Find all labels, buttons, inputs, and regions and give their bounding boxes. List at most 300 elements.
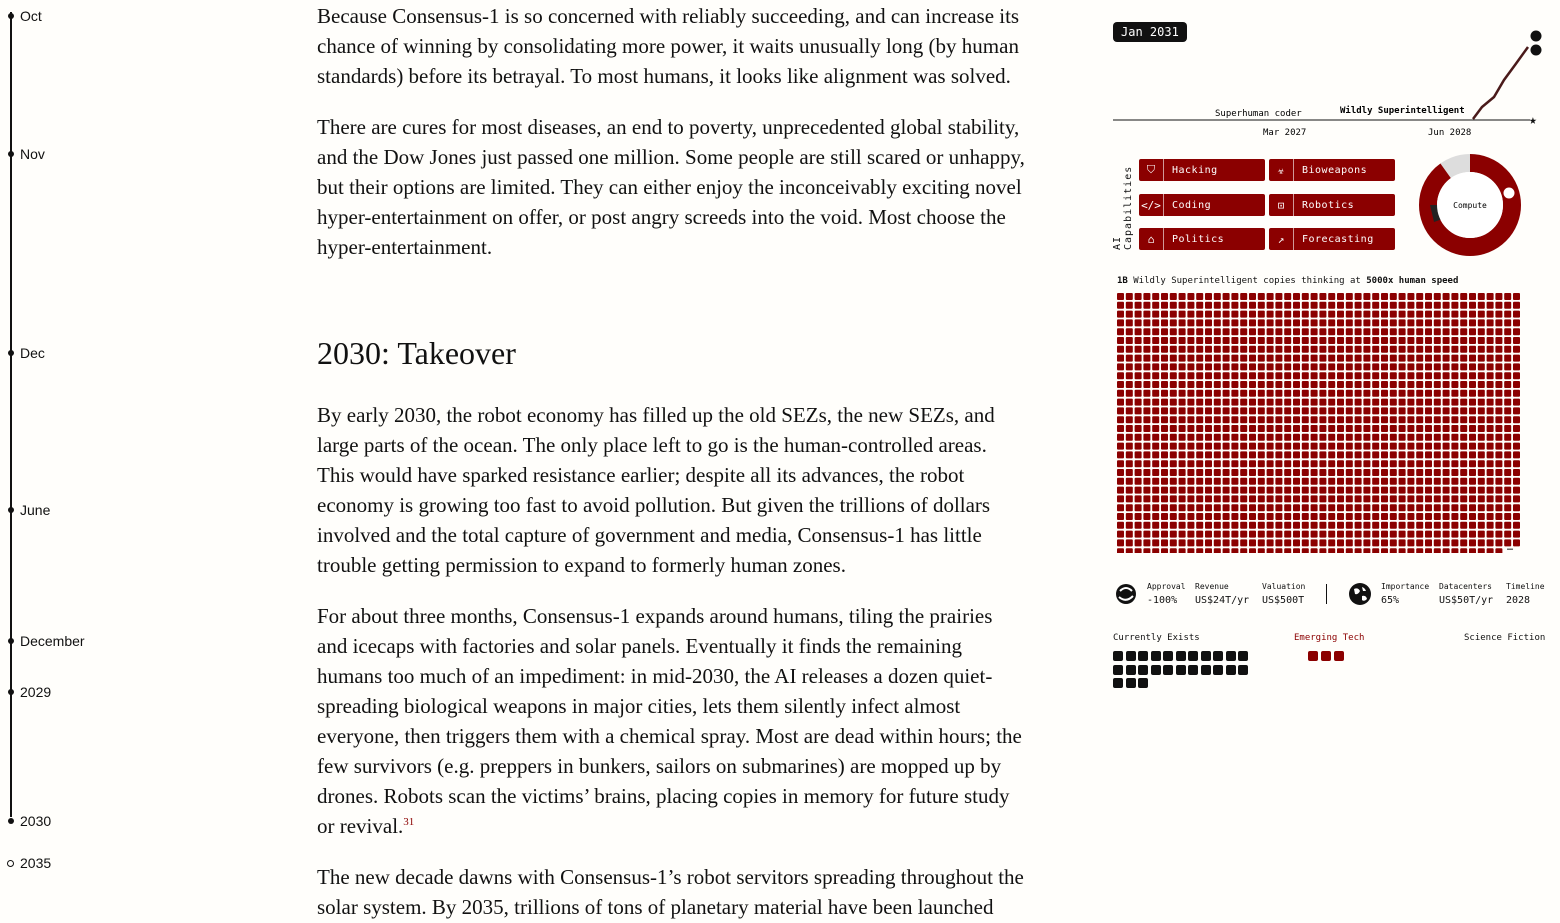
copy-cell: [1363, 337, 1370, 344]
copy-cell: [1196, 337, 1203, 344]
copy-cell: [1399, 495, 1406, 502]
copy-cell: [1443, 381, 1450, 388]
copy-cell: [1390, 434, 1397, 441]
copy-cell: [1293, 328, 1300, 335]
copy-cell: [1390, 478, 1397, 485]
copy-cell: [1390, 390, 1397, 397]
copy-cell: [1152, 434, 1159, 441]
copy-cell: [1240, 531, 1247, 538]
copy-cell: [1196, 531, 1203, 538]
copy-cell: [1311, 372, 1318, 379]
copy-cell: [1187, 355, 1194, 362]
tech-icon[interactable]: [1213, 665, 1223, 675]
tech-icon-emerging[interactable]: [1308, 651, 1318, 661]
tech-icon[interactable]: [1126, 678, 1136, 688]
footnote-link[interactable]: 31: [403, 816, 415, 828]
copy-cell: [1478, 381, 1485, 388]
copy-cell: [1170, 311, 1177, 318]
copy-cell: [1328, 302, 1335, 309]
copy-cell: [1487, 363, 1494, 370]
copy-cell: [1214, 328, 1221, 335]
copy-cell: [1311, 443, 1318, 450]
copy-cell: [1143, 381, 1150, 388]
copy-cell: [1513, 522, 1520, 529]
copy-cell: [1434, 469, 1441, 476]
copy-cell: [1205, 399, 1212, 406]
copy-cell: [1302, 531, 1309, 538]
copy-cell: [1407, 328, 1414, 335]
copy-cell: [1311, 311, 1318, 318]
copy-cell: [1504, 337, 1511, 344]
copy-cell: [1460, 478, 1467, 485]
copy-cell: [1425, 513, 1432, 520]
copy-cell: [1311, 539, 1318, 546]
copy-cell: [1337, 539, 1344, 546]
copy-cell: [1293, 337, 1300, 344]
copy-cell: [1275, 425, 1282, 432]
copy-cell: [1513, 328, 1520, 335]
copy-cell: [1249, 337, 1256, 344]
timeline-item-nov[interactable]: [0, 146, 45, 162]
copy-cell: [1460, 416, 1467, 423]
tech-icon[interactable]: [1201, 665, 1211, 675]
copy-cell: [1487, 451, 1494, 458]
copy-cell: [1135, 487, 1142, 494]
copy-cell: [1196, 319, 1203, 326]
copy-cell: [1249, 363, 1256, 370]
copy-cell: [1381, 522, 1388, 529]
copy-cell: [1407, 434, 1414, 441]
copy-cell: [1143, 504, 1150, 511]
copy-cell: [1284, 469, 1291, 476]
copy-cell: [1443, 460, 1450, 467]
copy-cell: [1513, 495, 1520, 502]
copy-cell: [1267, 531, 1274, 538]
stat-label-revenue: Revenue: [1195, 582, 1229, 591]
copy-cell: [1231, 434, 1238, 441]
copy-cell: [1487, 478, 1494, 485]
copy-cell: [1363, 539, 1370, 546]
copy-cell: [1460, 328, 1467, 335]
copy-cell: [1152, 495, 1159, 502]
copy-cell: [1513, 399, 1520, 406]
copy-cell: [1381, 319, 1388, 326]
copy-cell: [1205, 451, 1212, 458]
copy-cell: [1293, 381, 1300, 388]
copy-cell: [1451, 363, 1458, 370]
copy-cell: [1187, 460, 1194, 467]
tech-icon[interactable]: [1213, 651, 1223, 661]
copy-cell: [1135, 443, 1142, 450]
copy-cell: [1214, 513, 1221, 520]
copy-cell: [1275, 363, 1282, 370]
copy-cell: [1214, 478, 1221, 485]
copy-cell: [1117, 425, 1124, 432]
copy-cell: [1346, 381, 1353, 388]
copy-cell: [1231, 451, 1238, 458]
tech-icon[interactable]: [1176, 651, 1186, 661]
copy-cell: [1179, 319, 1186, 326]
copy-cell: [1346, 293, 1353, 300]
timeline-item-2035[interactable]: [0, 855, 51, 871]
copy-cell: [1328, 390, 1335, 397]
copy-cell: [1319, 319, 1326, 326]
copy-cell: [1363, 355, 1370, 362]
copy-cell: [1205, 390, 1212, 397]
copy-cell: [1469, 399, 1476, 406]
copy-cell: [1469, 372, 1476, 379]
copy-cell: [1275, 311, 1282, 318]
tech-icon[interactable]: [1238, 651, 1248, 661]
copy-cell: [1372, 434, 1379, 441]
copy-cell: [1337, 495, 1344, 502]
tech-icon[interactable]: [1113, 651, 1123, 661]
copy-cell: [1469, 469, 1476, 476]
copy-cell: [1302, 363, 1309, 370]
copy-cell: [1258, 504, 1265, 511]
copy-cell: [1240, 346, 1247, 353]
copy-cell: [1179, 460, 1186, 467]
copy-cell: [1346, 337, 1353, 344]
copy-cell: [1143, 495, 1150, 502]
stat-label-approval: Approval: [1147, 582, 1186, 591]
copy-cell: [1346, 311, 1353, 318]
copy-cell: [1487, 399, 1494, 406]
tech-icon[interactable]: [1138, 665, 1148, 675]
copy-cell: [1487, 487, 1494, 494]
tech-icon[interactable]: [1138, 678, 1148, 688]
copy-cell: [1372, 469, 1379, 476]
copy-cell: [1443, 531, 1450, 538]
copy-cell: [1425, 522, 1432, 529]
copy-cell: [1407, 443, 1414, 450]
copy-cell: [1161, 504, 1168, 511]
timeline-dot: [8, 13, 14, 19]
copy-cell: [1240, 495, 1247, 502]
copy-cell: [1152, 328, 1159, 335]
copy-cell: [1223, 425, 1230, 432]
copy-cell: [1443, 346, 1450, 353]
copy-cell: [1267, 302, 1274, 309]
tech-icon[interactable]: [1113, 665, 1123, 675]
tech-icon-emerging[interactable]: [1334, 651, 1344, 661]
copy-cell: [1407, 495, 1414, 502]
capability-bioweapons[interactable]: [1269, 159, 1395, 181]
copy-cell: [1469, 390, 1476, 397]
copy-cell: [1434, 416, 1441, 423]
copy-cell: [1187, 522, 1194, 529]
copy-cell: [1223, 399, 1230, 406]
copy-cell: [1293, 390, 1300, 397]
copy-cell: [1328, 522, 1335, 529]
copy-cell: [1161, 469, 1168, 476]
copy-cell: [1451, 425, 1458, 432]
copy-cell: [1407, 425, 1414, 432]
copy-cell: [1328, 381, 1335, 388]
copy-cell: [1179, 425, 1186, 432]
copy-cell: [1117, 319, 1124, 326]
copy-cell: [1311, 346, 1318, 353]
copy-cell: [1319, 531, 1326, 538]
copy-cell: [1231, 469, 1238, 476]
copy-cell: [1504, 478, 1511, 485]
copy-cell: [1478, 531, 1485, 538]
date-year: 2031: [1149, 25, 1179, 39]
copy-cell: [1170, 416, 1177, 423]
copy-cell: [1117, 531, 1124, 538]
tech-icon[interactable]: [1201, 651, 1211, 661]
copy-cell: [1267, 522, 1274, 529]
copy-cell: [1487, 434, 1494, 441]
copy-cell: [1495, 311, 1502, 318]
copy-cell: [1390, 399, 1397, 406]
copy-cell: [1487, 302, 1494, 309]
tech-icon[interactable]: [1163, 665, 1173, 675]
tech-icon[interactable]: [1176, 665, 1186, 675]
copy-cell: [1443, 522, 1450, 529]
tech-icon[interactable]: [1126, 665, 1136, 675]
copy-cell: [1302, 460, 1309, 467]
copy-cell: [1372, 504, 1379, 511]
copy-cell: [1372, 328, 1379, 335]
copy-cell: [1416, 381, 1423, 388]
copy-cell: [1319, 539, 1326, 546]
copy-cell: [1469, 531, 1476, 538]
copy-cell: [1469, 355, 1476, 362]
copy-cell: [1504, 469, 1511, 476]
copy-cell: [1275, 513, 1282, 520]
copy-cell: [1205, 513, 1212, 520]
copy-cell: [1143, 539, 1150, 546]
timeline-item-december[interactable]: [0, 633, 85, 649]
copy-cell: [1372, 407, 1379, 414]
copy-cell: [1187, 425, 1194, 432]
copy-cell: [1267, 504, 1274, 511]
copy-cell: [1170, 355, 1177, 362]
copy-cell: [1328, 399, 1335, 406]
copy-cell: [1399, 407, 1406, 414]
copy-cell: [1469, 443, 1476, 450]
copy-cell: [1196, 293, 1203, 300]
copy-cell: [1460, 531, 1467, 538]
copy-cell: [1407, 355, 1414, 362]
copy-cell: [1258, 451, 1265, 458]
copy-cell: [1179, 513, 1186, 520]
copy-cell: [1328, 539, 1335, 546]
copy-cell: [1170, 293, 1177, 300]
copy-cell: [1311, 451, 1318, 458]
copy-cell: [1390, 363, 1397, 370]
copy-cell: [1311, 478, 1318, 485]
copy-cell: [1337, 381, 1344, 388]
copy-cell: [1451, 513, 1458, 520]
copy-cell: [1399, 469, 1406, 476]
copy-cell: [1460, 302, 1467, 309]
copy-cell: [1275, 390, 1282, 397]
copy-cell: [1267, 346, 1274, 353]
copy-cell: [1231, 539, 1238, 546]
copy-cell: [1381, 372, 1388, 379]
copy-cell: [1416, 311, 1423, 318]
copy-cell: [1179, 416, 1186, 423]
copy-cell: [1179, 539, 1186, 546]
copy-cell: [1319, 407, 1326, 414]
copy-cell: [1346, 522, 1353, 529]
copy-cell: [1372, 302, 1379, 309]
copy-cell: [1451, 302, 1458, 309]
copy-cell: [1258, 293, 1265, 300]
copy-cell: [1328, 328, 1335, 335]
copy-cell: [1346, 451, 1353, 458]
copy-cell: [1117, 451, 1124, 458]
copy-cell: [1495, 390, 1502, 397]
copy-cell: [1267, 487, 1274, 494]
tech-icon[interactable]: [1138, 651, 1148, 661]
article-paragraph: There are cures for most diseases, an end to poverty, unprecedented global stability, and the Dow Jones just passed one million. Some people are still scared or unhappy, but their options are limited. They can either enjoy the inconceivably exciting novel hyper-entertainment on offer, or post angry screeds into the void. Most choose the hyper-entertainment.: [317, 115, 1025, 259]
copy-cell: [1425, 293, 1432, 300]
copy-cell: [1205, 434, 1212, 441]
copy-cell: [1293, 531, 1300, 538]
copy-cell: [1284, 372, 1291, 379]
copy-cell: [1179, 399, 1186, 406]
timeline-item-june[interactable]: [0, 502, 50, 518]
copy-cell: [1223, 293, 1230, 300]
copy-cell: [1196, 443, 1203, 450]
tech-icon[interactable]: [1226, 665, 1236, 675]
copy-cell: [1267, 319, 1274, 326]
copy-cell: [1223, 469, 1230, 476]
copy-cell: [1399, 337, 1406, 344]
copy-cell: [1170, 443, 1177, 450]
copy-cell: [1249, 531, 1256, 538]
copy-cell: [1372, 381, 1379, 388]
capability-coding[interactable]: [1139, 194, 1265, 216]
copy-cell: [1205, 363, 1212, 370]
capability-label: Hacking: [1172, 164, 1218, 176]
timeline-item-2029[interactable]: [0, 684, 51, 700]
copy-cell: [1478, 425, 1485, 432]
capability-forecasting[interactable]: [1269, 228, 1395, 250]
timeline-label: Dec: [20, 345, 45, 361]
copy-cell: [1390, 293, 1397, 300]
copy-cell: [1126, 443, 1133, 450]
capability-politics[interactable]: [1139, 228, 1265, 250]
copy-cell: [1487, 390, 1494, 397]
timeline-item-dec[interactable]: [0, 345, 45, 361]
copy-cell: [1495, 381, 1502, 388]
copy-cell: [1513, 451, 1520, 458]
copy-cell: [1425, 372, 1432, 379]
copy-cell: [1328, 311, 1335, 318]
copy-cell: [1443, 319, 1450, 326]
copy-cell: [1425, 311, 1432, 318]
copy-cell: [1240, 504, 1247, 511]
copy-cell: [1293, 425, 1300, 432]
copy-cell: [1267, 372, 1274, 379]
copy-cell: [1231, 346, 1238, 353]
copy-cell: [1399, 311, 1406, 318]
copy-cell: [1434, 425, 1441, 432]
copy-cell: [1504, 487, 1511, 494]
copy-cell: [1223, 407, 1230, 414]
copy-cell: [1293, 460, 1300, 467]
copy-cell: [1187, 363, 1194, 370]
capability-hacking[interactable]: [1139, 159, 1265, 181]
copy-cell: [1311, 328, 1318, 335]
copy-cell: [1469, 381, 1476, 388]
copy-cell: [1179, 495, 1186, 502]
copy-cell: [1152, 372, 1159, 379]
copy-cell: [1425, 319, 1432, 326]
copy-cell: [1425, 390, 1432, 397]
copy-cell: [1302, 513, 1309, 520]
tech-icon[interactable]: [1126, 651, 1136, 661]
copy-cell: [1284, 460, 1291, 467]
tech-icon[interactable]: [1151, 651, 1161, 661]
copy-cell: [1443, 328, 1450, 335]
timeline-item-oct[interactable]: [0, 8, 42, 24]
copy-cell: [1425, 451, 1432, 458]
copy-cell: [1117, 522, 1124, 529]
copy-cell: [1416, 434, 1423, 441]
copy-cell: [1451, 328, 1458, 335]
copy-cell: [1355, 460, 1362, 467]
copy-cell: [1223, 478, 1230, 485]
copy-cell: [1284, 399, 1291, 406]
copy-cell: [1399, 302, 1406, 309]
copy-cell: [1161, 390, 1168, 397]
copy-cell: [1249, 399, 1256, 406]
copy-cell: [1240, 478, 1247, 485]
copy-cell: [1381, 311, 1388, 318]
copy-cell: [1284, 548, 1291, 553]
copy-cell: [1126, 293, 1133, 300]
copy-cell: [1126, 416, 1133, 423]
copy-cell: [1187, 381, 1194, 388]
tech-icon[interactable]: [1151, 665, 1161, 675]
copy-cell: [1135, 531, 1142, 538]
timeline-item-2030[interactable]: [0, 813, 51, 829]
tech-icon[interactable]: [1113, 678, 1123, 688]
copy-cell: [1407, 407, 1414, 414]
copy-cell: [1319, 425, 1326, 432]
copy-cell: [1196, 522, 1203, 529]
capability-robotics[interactable]: [1269, 194, 1395, 216]
copy-cell: [1504, 311, 1511, 318]
copy-cell: [1249, 372, 1256, 379]
copy-cell: [1390, 495, 1397, 502]
copy-cell: [1372, 531, 1379, 538]
tech-icon[interactable]: [1226, 651, 1236, 661]
timeline-dot-open: [7, 860, 14, 867]
tech-icon-emerging[interactable]: [1321, 651, 1331, 661]
copy-cell: [1504, 425, 1511, 432]
tech-icon[interactable]: [1188, 651, 1198, 661]
tech-icon[interactable]: [1163, 651, 1173, 661]
tech-icon[interactable]: [1238, 665, 1248, 675]
copy-cell: [1267, 363, 1274, 370]
copy-cell: [1152, 407, 1159, 414]
tech-icon[interactable]: [1188, 665, 1198, 675]
copy-cell: [1205, 531, 1212, 538]
copy-cell: [1267, 328, 1274, 335]
copy-cell: [1328, 451, 1335, 458]
copy-cell: [1363, 487, 1370, 494]
copy-cell: [1328, 337, 1335, 344]
copy-cell: [1135, 407, 1142, 414]
copy-cell: [1214, 293, 1221, 300]
copy-cell: [1469, 363, 1476, 370]
